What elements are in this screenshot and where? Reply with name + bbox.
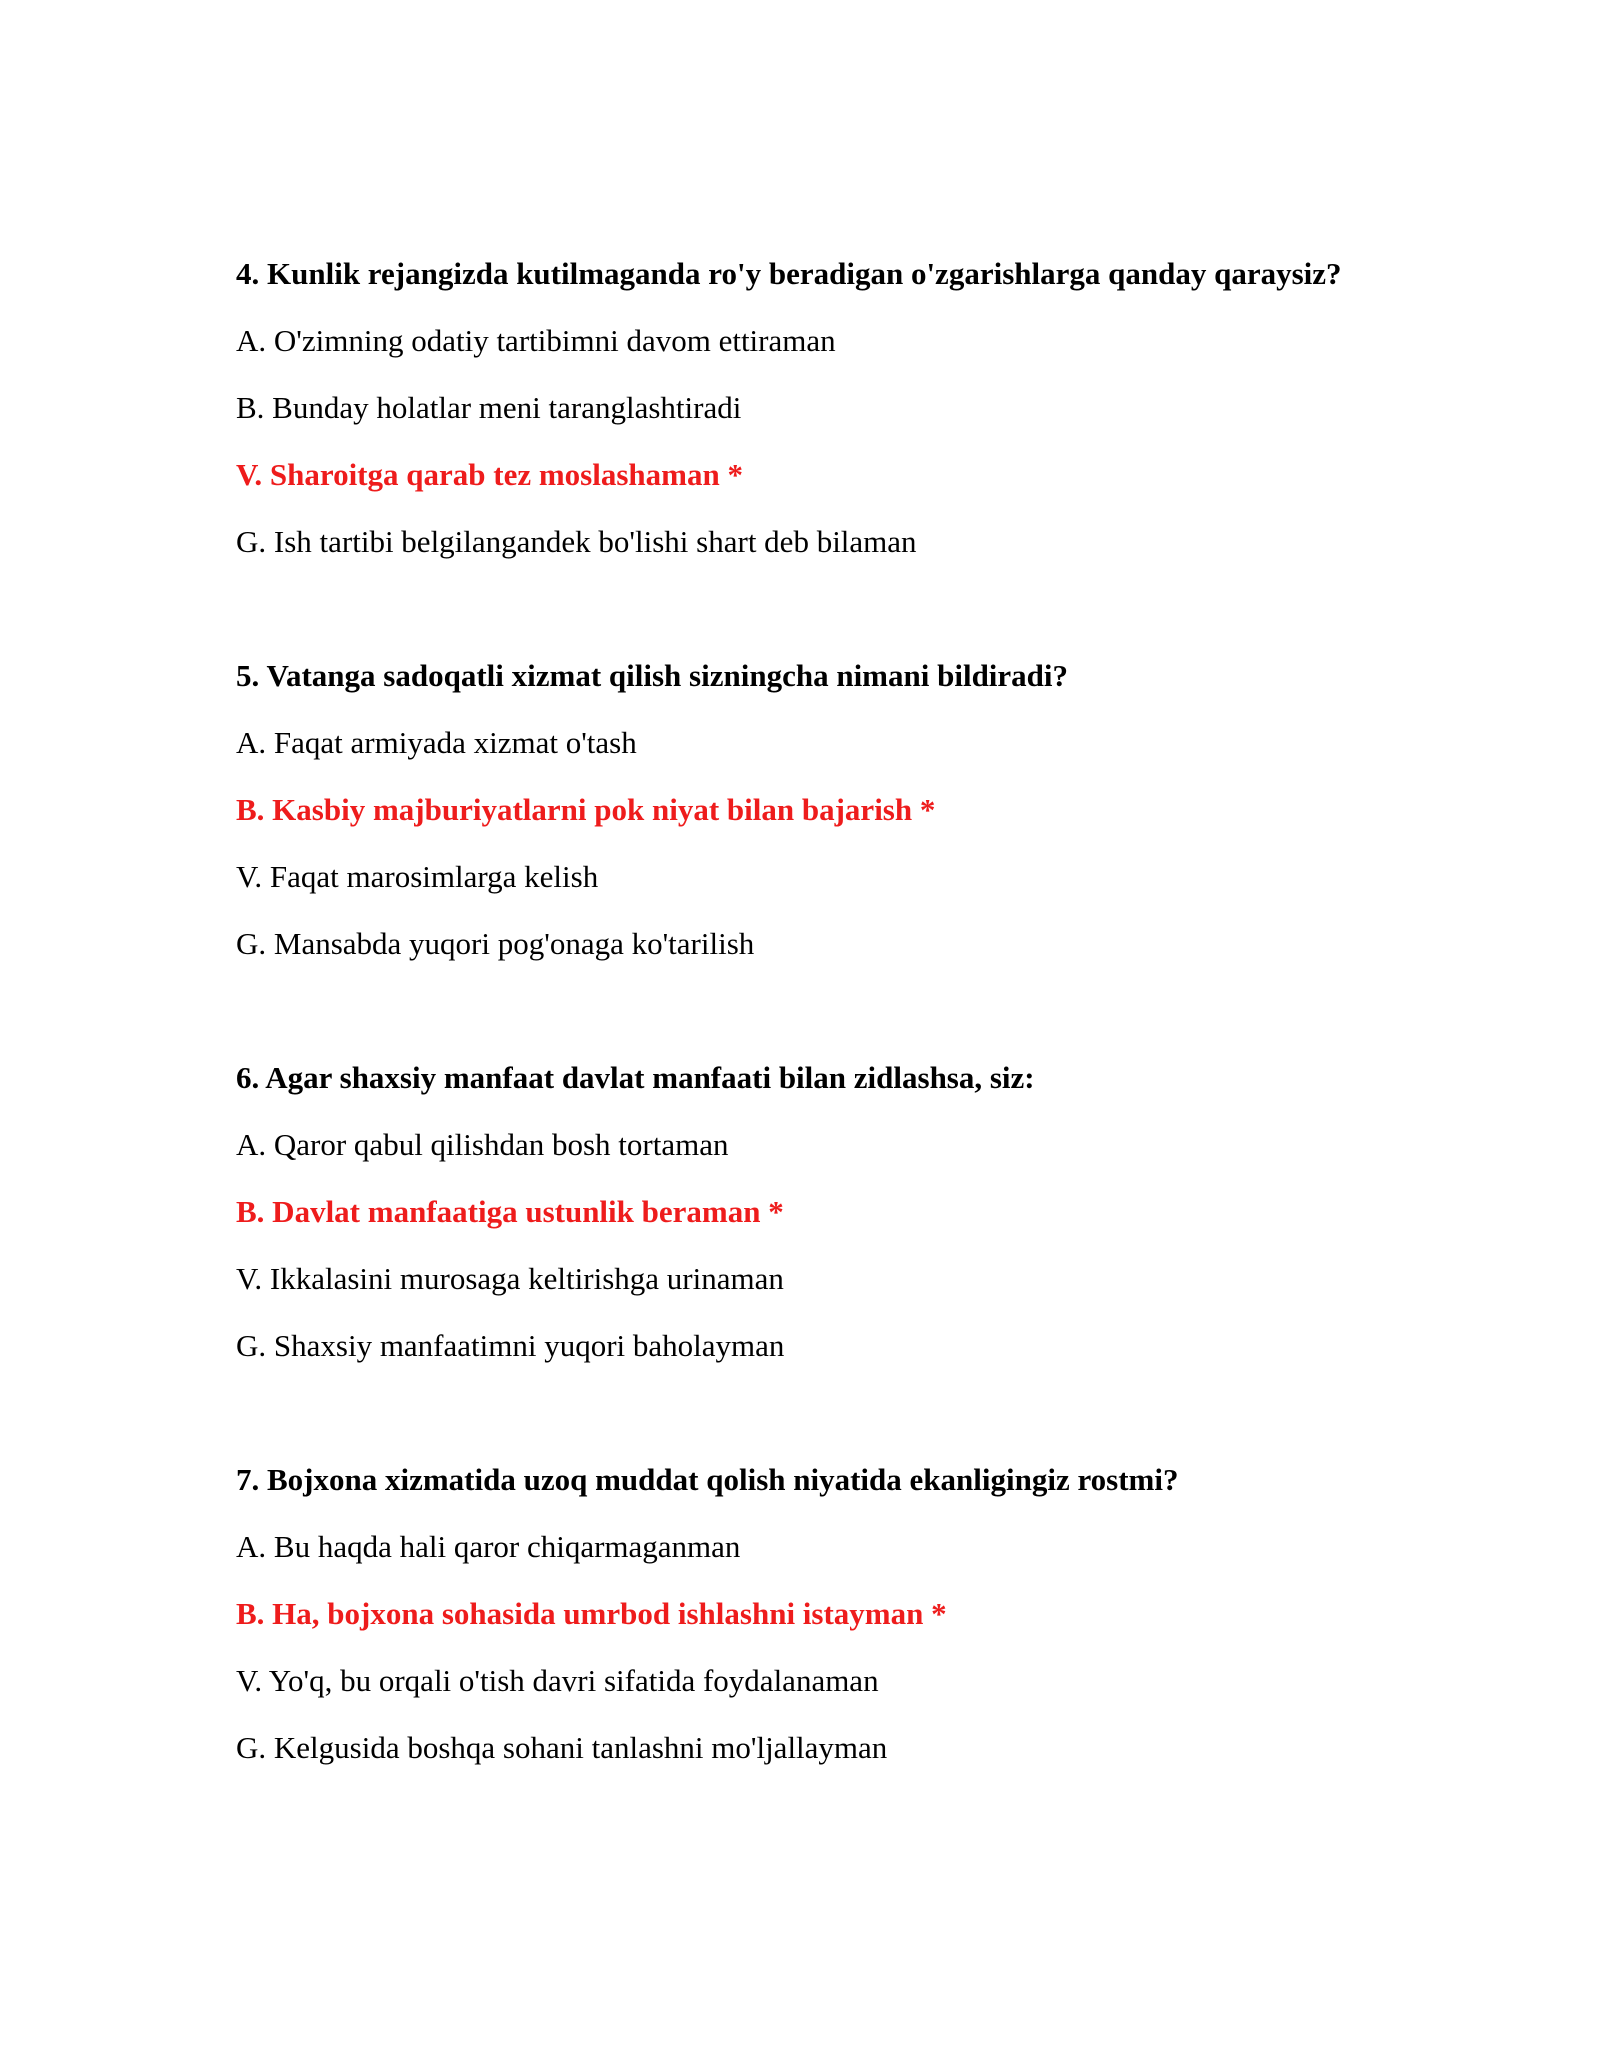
option-v-correct: V. Sharoitga qarab tez moslashaman * [236, 457, 743, 492]
option-b-correct: B. Ha, bojxona sohasida umrbod ishlashni istayman * [236, 1596, 947, 1631]
question-block-4 [236, 256, 1436, 559]
question-text: 7. Bojxona xizmatida uzoq muddat qolish niyatida ekanligingiz rostmi? [236, 1462, 1179, 1497]
question-text: 4. Kunlik rejangizda kutilmaganda ro'y beradigan o'zgarishlarga qanday qaraysiz? [236, 256, 1342, 291]
option-v: V. Yo'q, bu orqali o'tish davri sifatida foydalanaman [236, 1663, 879, 1698]
question-block-6 [236, 1060, 1436, 1363]
option-a: A. Faqat armiyada xizmat o'tash [236, 725, 637, 760]
question-block-7 [236, 1462, 1436, 1765]
option-b: B. Bunday holatlar meni taranglashtiradi [236, 390, 742, 425]
option-v: V. Ikkalasini murosaga keltirishga urinaman [236, 1261, 784, 1296]
option-g: G. Shaxsiy manfaatimni yuqori baholayman [236, 1328, 785, 1363]
option-g: G. Kelgusida boshqa sohani tanlashni mo'ljallayman [236, 1730, 888, 1765]
option-g: G. Ish tartibi belgilangandek bo'lishi shart deb bilaman [236, 524, 917, 559]
option-a: A. O'zimning odatiy tartibimni davom ettiraman [236, 323, 836, 358]
option-a: A. Qaror qabul qilishdan bosh tortaman [236, 1127, 729, 1162]
option-b-correct: B. Davlat manfaatiga ustunlik beraman * [236, 1194, 784, 1229]
option-v: V. Faqat marosimlarga kelish [236, 859, 599, 894]
question-text: 6. Agar shaxsiy manfaat davlat manfaati bilan zidlashsa, siz: [236, 1060, 1035, 1095]
option-g: G. Mansabda yuqori pog'onaga ko'tarilish [236, 926, 755, 961]
question-block-5 [236, 658, 1436, 961]
option-a: A. Bu haqda hali qaror chiqarmaganman [236, 1529, 741, 1564]
question-text: 5. Vatanga sadoqatli xizmat qilish sizningcha nimani bildiradi? [236, 658, 1069, 693]
option-b-correct: B. Kasbiy majburiyatlarni pok niyat bilan bajarish * [236, 792, 936, 827]
